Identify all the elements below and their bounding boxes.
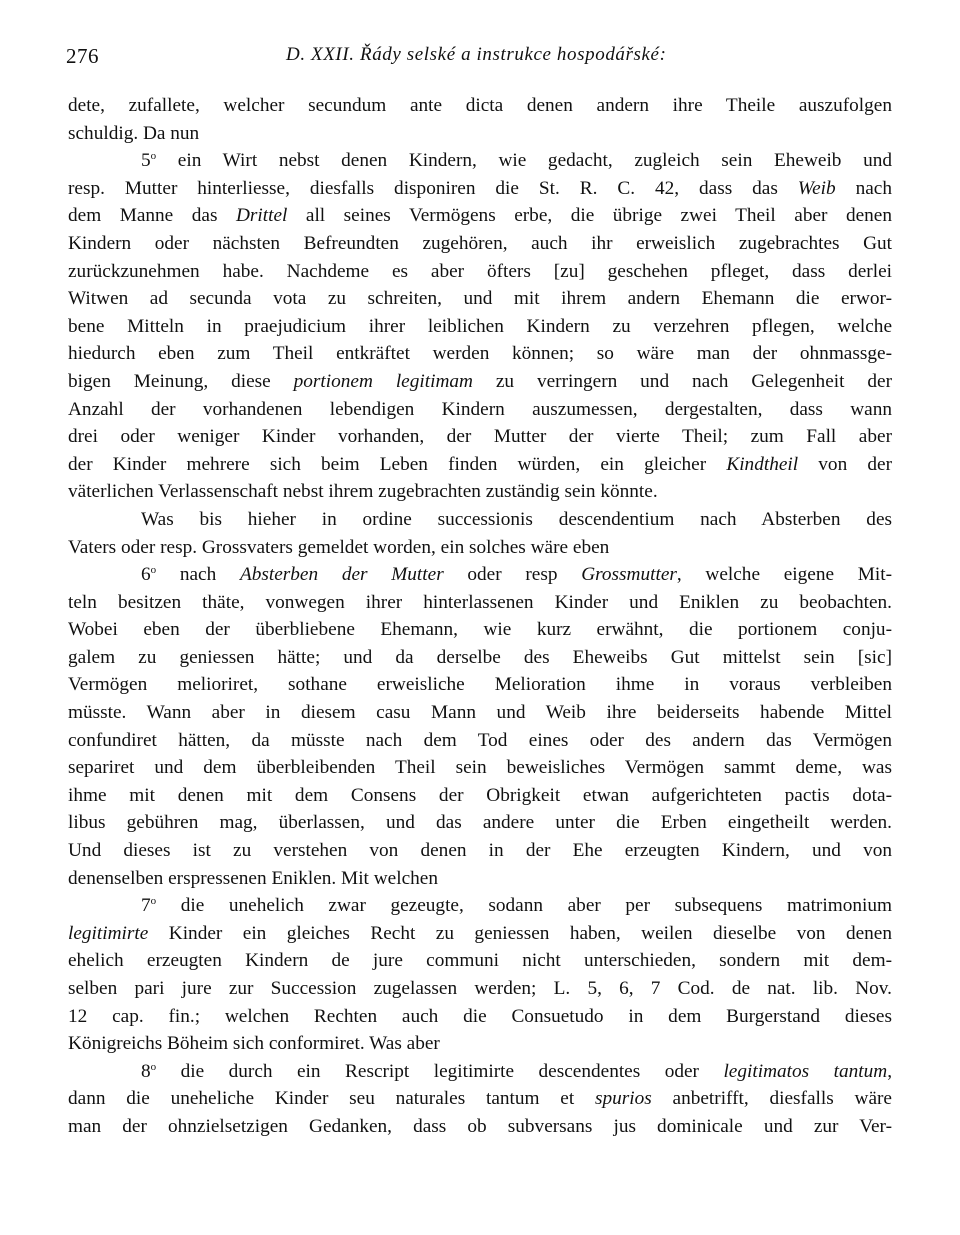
text-line: väterlichen Verlassenschaft nebst ihrem zugebrachten zuständig sein könnte. bbox=[68, 481, 658, 503]
text-line: ihme mit denen mit dem Consens der Obrigkeit etwan aufgerichteten pactis dota- bbox=[68, 784, 892, 806]
text-line: Was bis hieher in ordine successionis descendentium nach Absterben des bbox=[141, 508, 892, 530]
text-line: dem Manne das Drittel all seines Vermögens erbe, die übrige zwei Theil aber denen bbox=[68, 205, 892, 227]
text-line: der Kinder mehrere sich beim Leben finden würden, ein gleicher Kindtheil von der bbox=[68, 453, 893, 475]
page-header bbox=[66, 44, 896, 74]
text-line: resp. Mutter hinterliesse, diesfalls disponiren die St. R. C. 42, dass das Weib nach bbox=[68, 177, 892, 199]
text-line: galem zu geniessen hätte; und da derselbe des Eheweibs Gut mittelst sein [sic] bbox=[68, 646, 892, 668]
text-line: separiret und dem überbleibenden Theil sein beweisliches Vermögen sammt deme, was bbox=[68, 757, 892, 779]
text-line: drei oder weniger Kinder vorhanden, der Mutter der vierte Theil; zum Fall aber bbox=[68, 426, 892, 448]
text-line: teln besitzen thäte, vonwegen ihrer hinterlassenen Kinder und Eniklen zu beobachten. bbox=[68, 591, 892, 613]
text-line: libus gebühren mag, überlassen, und das andere unter die Erben eingetheilt werden. bbox=[68, 812, 892, 834]
text-line: 5$^o$ ein Wirt nebst denen Kindern, wie gedacht, zugleich sein Eheweib und bbox=[141, 150, 892, 172]
text-line: denenselben erspressenen Eniklen. Mit welchen bbox=[68, 867, 438, 889]
text-line: Und dieses ist zu verstehen von denen in der Ehe erzeugten Kindern, und von bbox=[68, 840, 892, 862]
text-line: Königreichs Böheim sich conformiret. Was aber bbox=[68, 1033, 440, 1055]
text-line: Anzahl der vorhandenen lebendigen Kindern auszumessen, dergestalten, dass wann bbox=[68, 398, 892, 420]
page-number: 276 bbox=[66, 44, 99, 68]
running-head: D. XXII. Řády selské a instrukce hospodářské: bbox=[286, 44, 667, 65]
text-line: man der ohnzielsetzigen Gedanken, dass ob subversans jus dominicale und zur Ver- bbox=[68, 1115, 892, 1137]
text-line: Vaters oder resp. Grossvaters gemeldet worden, ein solches wäre eben bbox=[68, 536, 610, 558]
text-line: hiedurch eben zum Theil entkräftet werden können; so wäre man der ohnmassge- bbox=[68, 343, 892, 365]
text-line: Witwen ad secunda vota zu schreiten, und mit ihrem andern Ehemann die erwor- bbox=[68, 288, 892, 310]
text-line: Wobei eben der überbliebene Ehemann, wie kurz erwähnt, die portionem conju- bbox=[68, 619, 892, 641]
text-line: Vermögen melioriret, sothane erweisliche Melioration ihme in voraus verbleiben bbox=[68, 674, 892, 696]
text-line: müsste. Wann aber in diesem casu Mann und Weib ihre beiderseits habende Mittel bbox=[68, 702, 892, 724]
text-line: dann die uneheliche Kinder seu naturales tantum et spurios anbetrifft, diesfalls wäre bbox=[68, 1088, 892, 1110]
text-line: 12 cap. fin.; welchen Rechten auch die Consuetudo in dem Burgerstand dieses bbox=[68, 1005, 892, 1027]
text-line: 8$^o$ die durch ein Rescript legitimirte descendentes oder legitimatos tantum, bbox=[141, 1060, 893, 1082]
text-line: bigen Meinung, diese portionem legitimam zu verringern und nach Gelegenheit der bbox=[68, 370, 892, 392]
text-line: legitimirte Kinder ein gleiches Recht zu geniessen haben, weilen dieselbe von denen bbox=[68, 922, 892, 944]
text-line: selben pari jure zur Succession zugelassen werden; L. 5, 6, 7 Cod. de nat. lib. Nov. bbox=[68, 978, 892, 999]
text-line: 7$^o$ die unehelich zwar gezeugte, sodann aber per subsequens matrimonium bbox=[141, 895, 892, 917]
text-line: Kindern oder nächsten Befreundten zugehören, auch ihr erweislich zugebrachtes Gut bbox=[68, 232, 892, 254]
text-line: confundiret hätten, da müsste nach dem Tod eines oder des andern das Vermögen bbox=[68, 729, 892, 751]
text-line: 6$^o$ nach Absterben der Mutter oder resp Grossmutter, welche eigene Mit- bbox=[141, 564, 892, 586]
body-text bbox=[68, 92, 892, 1141]
text-line: zurückzunehmen habe. Nachdeme es aber öfters [zu] geschehen pfleget, dass derlei bbox=[68, 260, 892, 282]
text-line: dete, zufallete, welcher secundum ante dicta denen andern ihre Theile auszufolgen bbox=[68, 95, 892, 116]
text-line: bene Mitteln in praejudicium ihrer leiblichen Kindern zu verzehren pflegen, welche bbox=[68, 315, 892, 337]
text-line: ehelich erzeugten Kindern de jure communi nicht unterschieden, sondern mit dem- bbox=[68, 950, 892, 972]
text-line: schuldig. Da nun bbox=[68, 122, 200, 144]
